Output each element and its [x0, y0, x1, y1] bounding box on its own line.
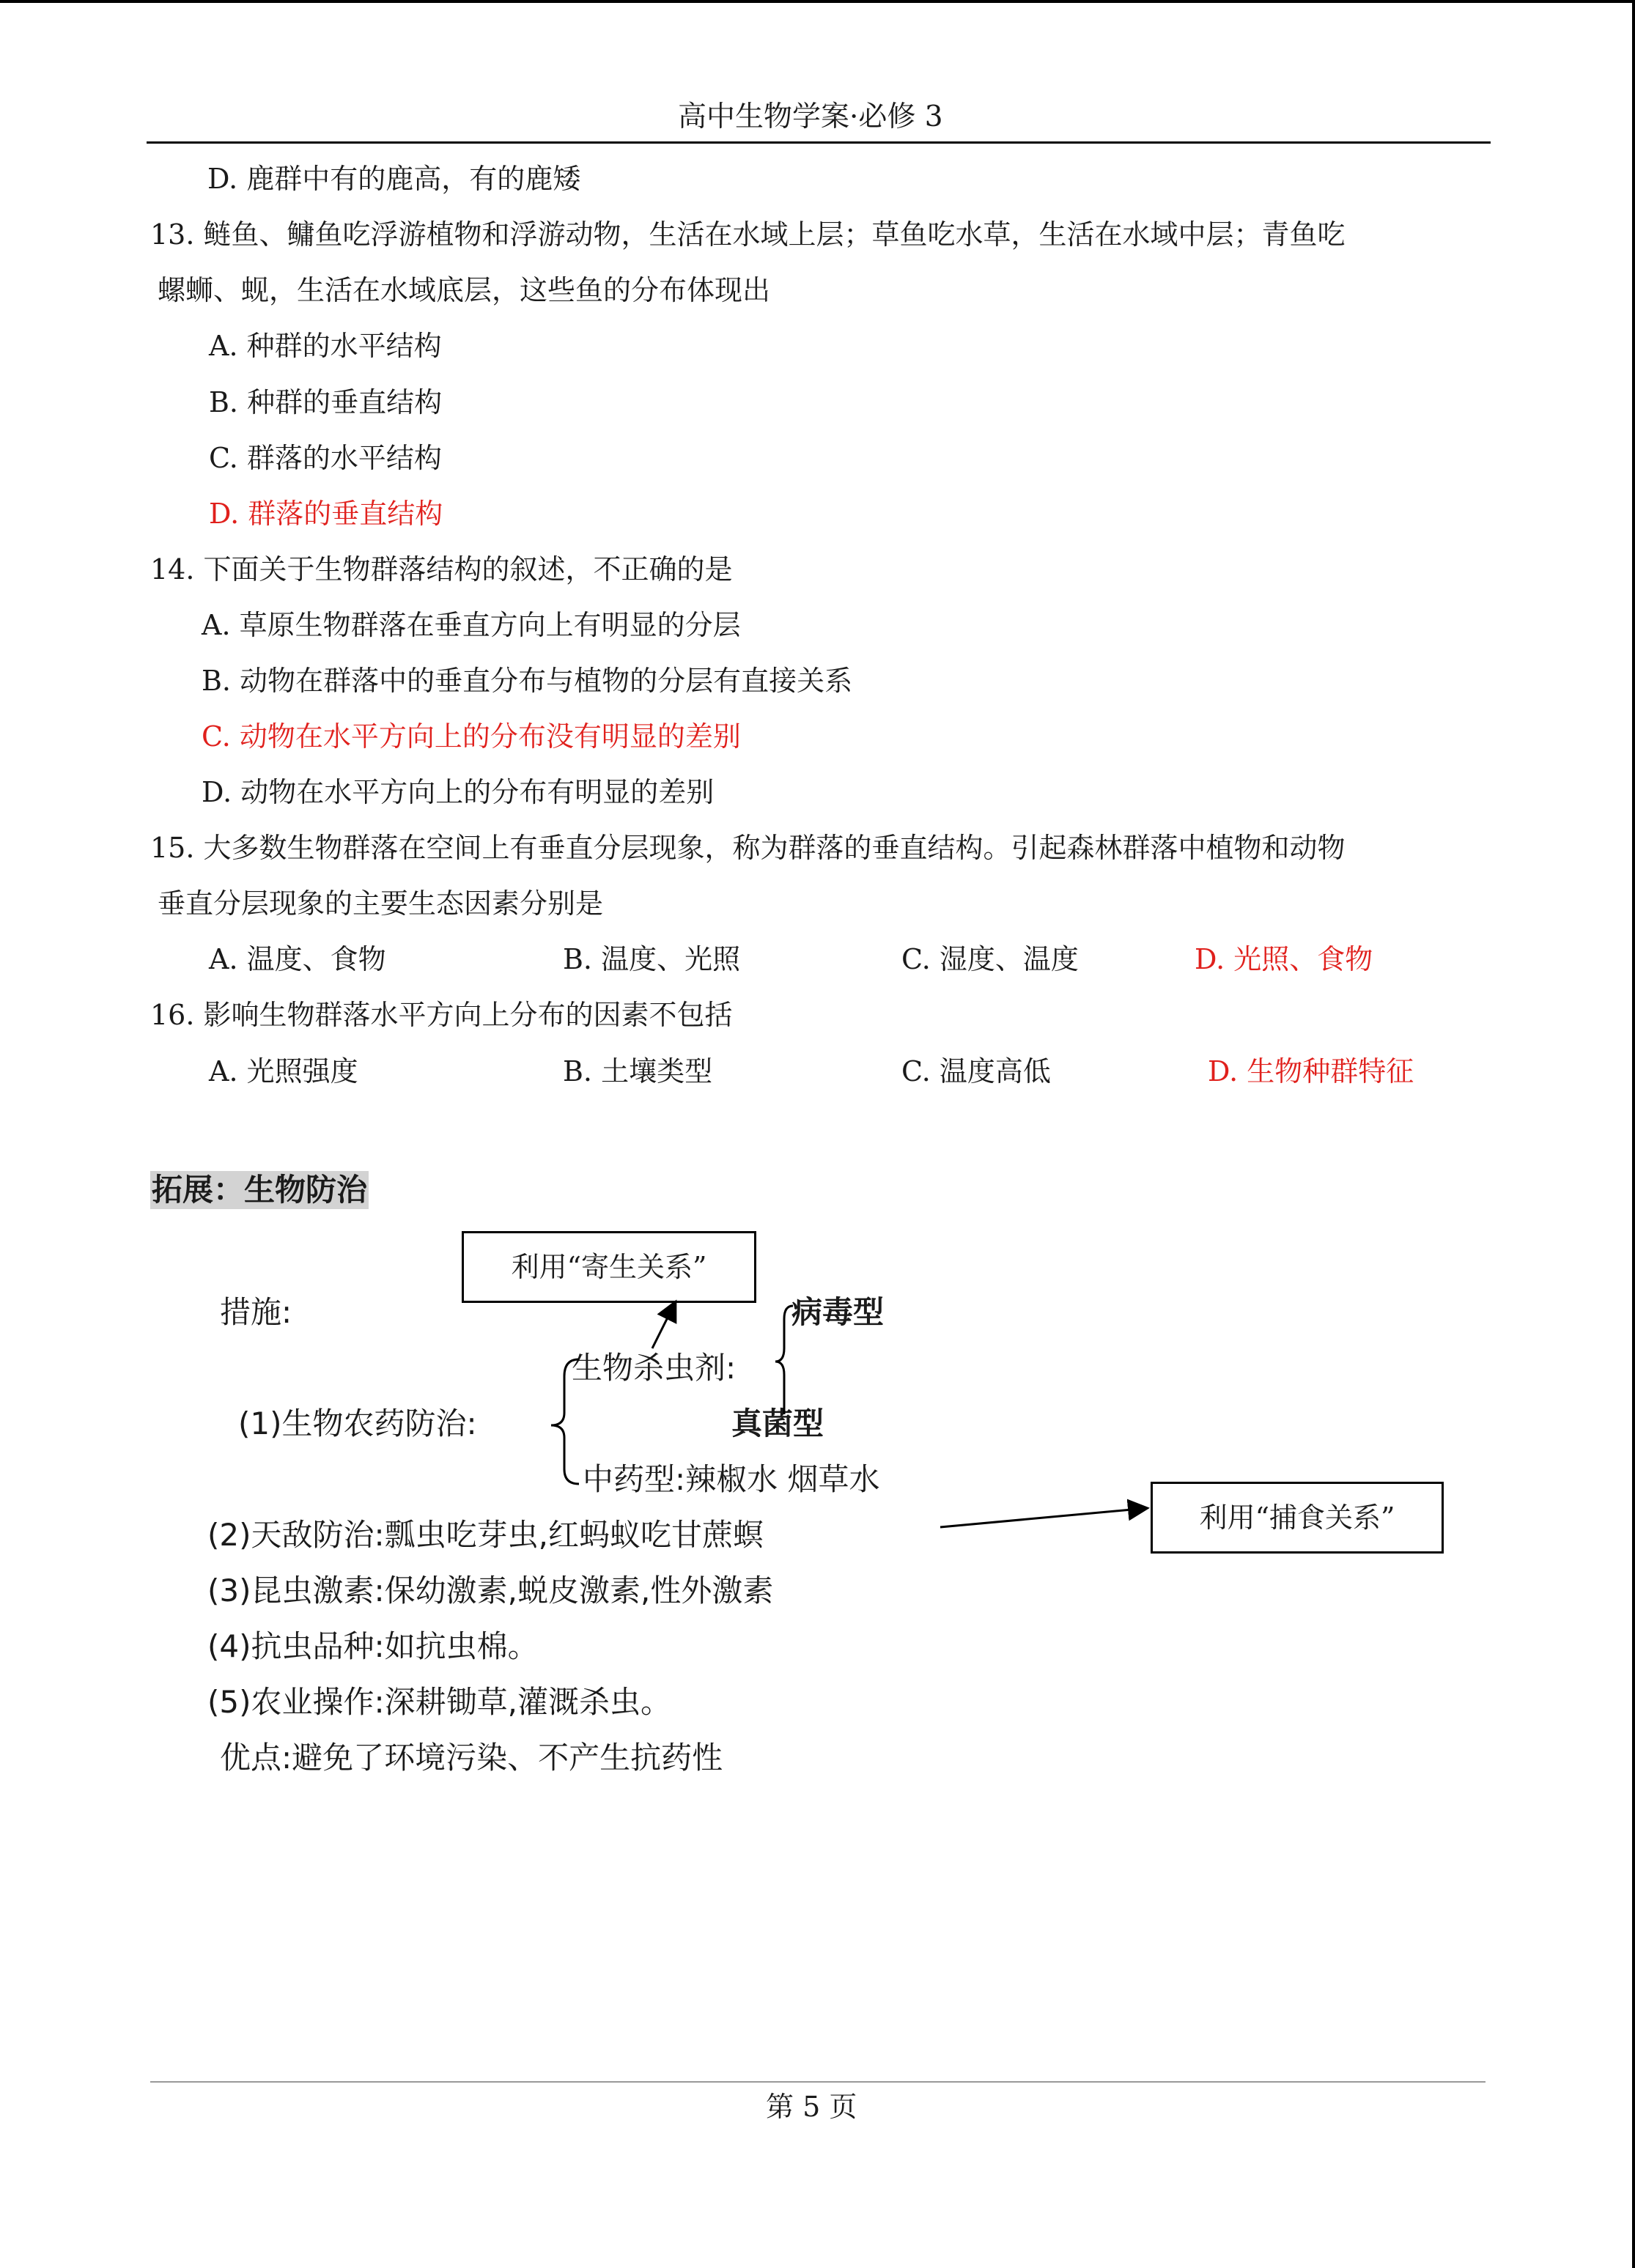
- item2-natural-enemies: (2)天敌防治:瓢虫吃芽虫,红蚂蚁吃甘蔗螟: [207, 1517, 764, 1553]
- q13-stem-line2: 螺蛳、蚬，生活在水域底层，这些鱼的分布体现出: [158, 274, 771, 306]
- q14-option-a: A. 草原生物群落在垂直方向上有明显的分层: [202, 609, 741, 641]
- q13-option-d-answer: D. 群落的垂直结构: [209, 498, 443, 530]
- q15-option-d-answer: D. 光照、食物: [1195, 943, 1373, 975]
- q15-option-b: B. 温度、光照: [563, 943, 741, 975]
- q16-stem: 16. 影响生物群落水平方向上分布的因素不包括: [150, 999, 733, 1031]
- q14-option-d: D. 动物在水平方向上的分布有明显的差别: [202, 776, 715, 808]
- q14-option-b: B. 动物在群落中的垂直分布与植物的分层有直接关系: [202, 665, 853, 697]
- q12-option-d: D. 鹿群中有的鹿高，有的鹿矮: [207, 163, 581, 195]
- virus-type-label: 病毒型: [791, 1294, 885, 1330]
- item1-bio-pesticide: (1)生物农药防治:: [238, 1406, 477, 1441]
- item4-resistant-varieties: (4)抗虫品种:如抗虫棉。: [207, 1628, 539, 1664]
- arrow-to-predation-box: [940, 1508, 1148, 1527]
- box-predation-relationship: 利用“捕食关系”: [1151, 1482, 1444, 1554]
- q14-stem: 14. 下面关于生物群落结构的叙述，不正确的是: [150, 553, 733, 586]
- extension-section-title: 拓展：生物防治: [152, 1172, 368, 1208]
- q13-option-b: B. 种群的垂直结构: [209, 386, 443, 418]
- fungus-type-label: 真菌型: [731, 1406, 824, 1441]
- q16-option-d-answer: D. 生物种群特征: [1208, 1055, 1414, 1087]
- page-header-title: 高中生物学案·必修 3: [678, 100, 943, 133]
- advantages-line: 优点:避免了环境污染、不产生抗药性: [220, 1740, 723, 1776]
- item3-insect-hormones: (3)昆虫激素:保幼激素,蜕皮激素,性外激素: [207, 1573, 774, 1608]
- herbal-type-label: 中药型:辣椒水 烟草水: [583, 1461, 880, 1497]
- q16-option-c: C. 温度高低: [901, 1055, 1051, 1087]
- arrow-to-parasitic-box: [652, 1301, 676, 1348]
- q16-option-a: A. 光照强度: [209, 1055, 358, 1087]
- q13-option-c: C. 群落的水平结构: [209, 442, 442, 474]
- page-number: 第 5 页: [766, 2091, 857, 2123]
- brace-insecticide-types: [775, 1306, 793, 1414]
- q16-option-b: B. 土壤类型: [563, 1055, 713, 1087]
- measures-label: 措施:: [220, 1294, 292, 1330]
- brace-bio-pesticide: [551, 1359, 579, 1484]
- box-parasitic-relationship: 利用“寄生关系”: [462, 1231, 756, 1303]
- q15-option-a: A. 温度、食物: [209, 943, 386, 975]
- q15-stem-line1: 15. 大多数生物群落在空间上有垂直分层现象，称为群落的垂直结构。引起森林群落中植物和动物: [150, 832, 1346, 864]
- footer-rule: [150, 2081, 1485, 2083]
- q14-option-c-answer: C. 动物在水平方向上的分布没有明显的差别: [202, 720, 741, 753]
- item5-agricultural-practice: (5)农业操作:深耕锄草,灌溉杀虫。: [207, 1684, 671, 1720]
- bio-insecticide-label: 生物杀虫剂:: [572, 1350, 737, 1386]
- q13-option-a: A. 种群的水平结构: [209, 330, 442, 362]
- q13-stem-line1: 13. 鲢鱼、鳙鱼吃浮游植物和浮游动物，生活在水域上层；草鱼吃水草，生活在水域中层；青鱼吃: [150, 218, 1346, 251]
- q15-option-c: C. 湿度、温度: [901, 943, 1079, 975]
- q15-stem-line2: 垂直分层现象的主要生态因素分别是: [158, 887, 604, 920]
